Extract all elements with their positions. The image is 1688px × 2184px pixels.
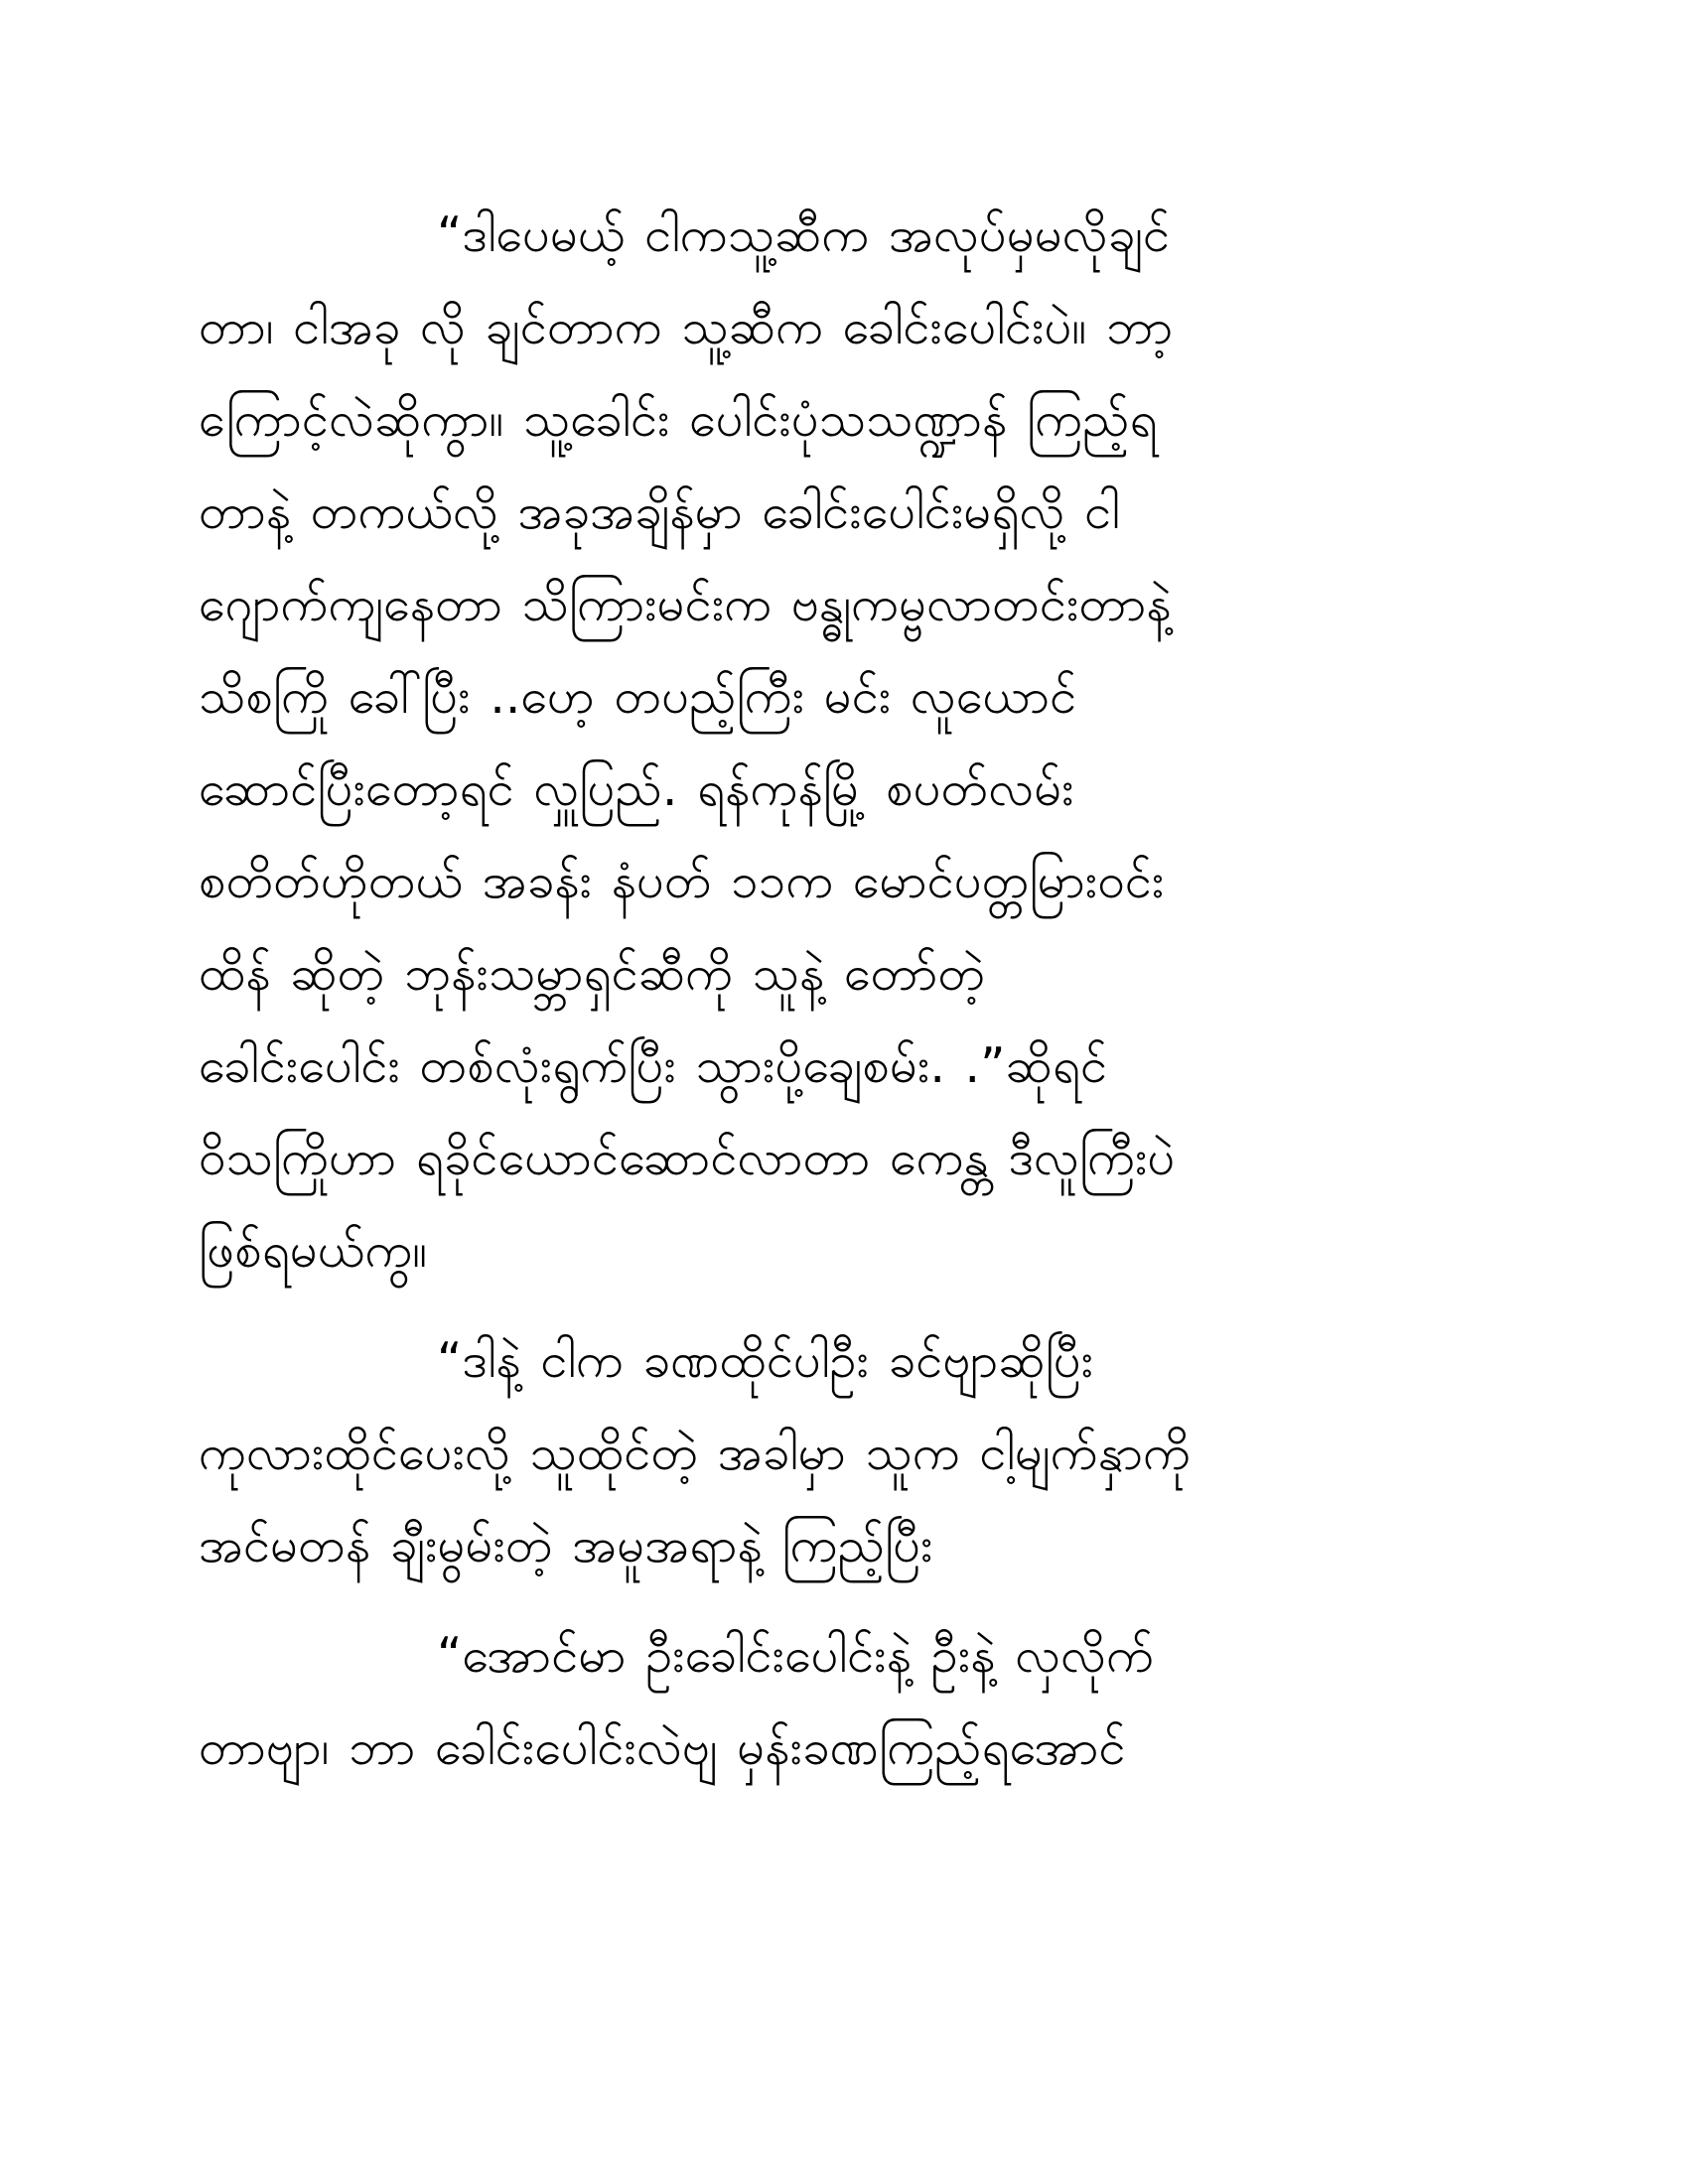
text-line: သိစကြို ခေါ်ပြီး ..ဟေ့ တပည့်ကြီး မင်း လူယောင် — [199, 668, 1077, 725]
text-line: ဆောင်ပြီးတော့ရင် လှူပြည်. ရန်ကုန်မြို့ စပတ်လမ်း — [199, 760, 1074, 817]
paragraph — [199, 189, 1489, 1297]
text-line: ဝိသကြိုဟာ ရခိုင်ယောင်ဆောင်လာတာ ကေန္တ ဒီလူကြီးပဲ — [199, 1130, 1176, 1186]
text-line: တာ၊ ငါအခု လို ချင်တာက သူ့ဆီက ခေါင်းပေါင်းပဲ။ ဘာ့ — [199, 299, 1174, 355]
text-line: ခေါင်းပေါင်း တစ်လုံးရွက်ပြီး သွားပို့ချေစမ်း. .”ဆိုရင် — [199, 1037, 1108, 1094]
text-line: ဖြစ်ရမယ်ကွ။ — [199, 1222, 428, 1279]
paragraph — [199, 1609, 1489, 1794]
text-line: “အောင်မာ ဦးခေါင်းပေါင်းနဲ့ ဦးနဲ့ လှလိုက် — [437, 1627, 1155, 1684]
paragraph — [199, 1314, 1489, 1591]
text-line: ကုလားထိုင်ပေးလို့ သူထိုင်တဲ့ အခါမှာ သူက ငါ့မျက်နှာကို — [199, 1425, 1192, 1481]
body-text — [199, 189, 1489, 1794]
text-line: တာဗျာ၊ ဘာ ခေါင်းပေါင်းလဲဗျ မှန်းခဏကြည့်ရအောင် — [199, 1719, 1126, 1776]
text-line: တာနဲ့ တကယ်လို့ အခုအချိန်မှာ ခေါင်းပေါင်းမရှိလို့ ငါ — [199, 483, 1120, 540]
text-line: “ဒါပေမယ့် ငါကသူ့ဆီက အလုပ်မှမလိုချင် — [437, 206, 1171, 263]
text-line: ထိန် ဆိုတဲ့ ဘုန်းသမ္ဘာရှင်ဆီကို သူနဲ့ တော်တဲ့ — [199, 945, 986, 1002]
text-line: ကြောင့်လဲဆိုကွာ။ သူ့ခေါင်း ပေါင်းပုံသသဏ္ဍာန် ကြည့်ရ — [199, 391, 1158, 448]
text-line: အင်မတန် ချီးမွမ်းတဲ့ အမူအရာနဲ့ ကြည့်ပြီး — [199, 1517, 933, 1573]
text-line: “ဒါနဲ့ ငါက ခဏထိုင်ပါဦး ခင်ဗျာဆိုပြီး — [437, 1332, 1094, 1389]
text-line: စတိတ်ဟိုတယ် အခန်း နံပတ် ၁၁က မောင်ပတ္တမြားဝင်း — [199, 853, 1165, 909]
text-line: ဂျောက်ကျနေတာ သိကြားမင်းက ဗန္ဓုကမ္ဗလာတင်းတာနဲ့ — [199, 576, 1172, 632]
